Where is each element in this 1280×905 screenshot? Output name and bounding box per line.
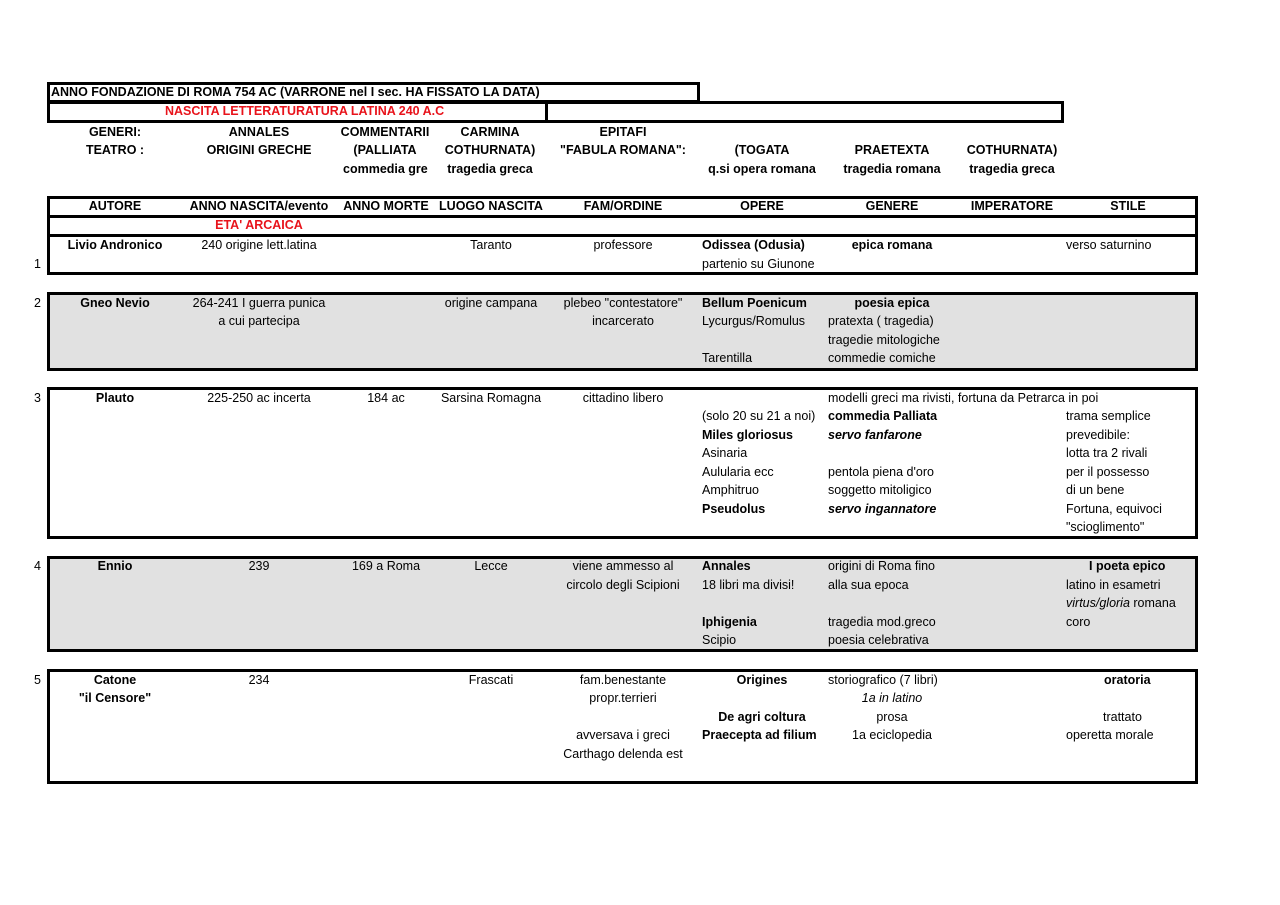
row3-genere-3: pentola piena d'oro — [828, 465, 934, 479]
row4-stile-1: I poeta epico — [1089, 559, 1166, 573]
header-autore: AUTORE — [88, 199, 142, 213]
row5-genere-2: 1a in latino — [861, 691, 923, 705]
row5-opera-1: Origines — [736, 673, 788, 687]
row5-fam-2: propr.terrieri — [589, 691, 657, 705]
row4-stile-2: latino in esametri — [1066, 578, 1161, 592]
row2-nascita-2: a cui partecipa — [218, 314, 300, 328]
row3-stile-4: per il possesso — [1066, 465, 1150, 479]
row3-genere-4: soggetto mitoligico — [828, 483, 932, 497]
row3-luogo: Sarsina Romagna — [440, 391, 542, 405]
row3-opera-4: Aulularia ecc — [702, 465, 774, 479]
row5-luogo: Frascati — [468, 673, 514, 687]
origini-greche-label: ORIGINI GRECHE — [206, 143, 312, 157]
row-number-1: 1 — [34, 257, 41, 271]
palliata-label: (PALLIATA — [353, 143, 417, 157]
row4-luogo: Lecce — [474, 559, 508, 573]
row5-fam-1: fam.benestante — [579, 673, 667, 687]
row4-autore: Ennio — [97, 559, 133, 573]
row-number-3: 3 — [34, 391, 41, 405]
row4-opera-4: Scipio — [702, 633, 737, 647]
annales-label: ANNALES — [228, 125, 290, 139]
row5-opera-3: Praecepta ad filium — [702, 728, 817, 742]
header-luogo-nascita: LUOGO NASCITA — [439, 199, 543, 213]
title-line: ANNO FONDAZIONE DI ROMA 754 AC (VARRONE nel I sec. HA FISSATO LA DATA) — [51, 85, 540, 99]
tragedia-greca-label-1: tragedia greca — [447, 162, 533, 176]
header-fam-ordine: FAM/ORDINE — [583, 199, 663, 213]
row4-fam-2: circolo degli Scipioni — [566, 578, 680, 592]
row1-opera-2: partenio su Giunone — [702, 257, 815, 271]
row2-autore: Gneo Nevio — [80, 296, 150, 310]
fabula-romana-label: "FABULA ROMANA": — [560, 143, 686, 157]
row3-opera-3: Asinaria — [702, 446, 748, 460]
togata-label: (TOGATA — [734, 143, 790, 157]
row3-genere-1: commedia Palliata — [828, 409, 938, 423]
carmina-label: CARMINA — [460, 125, 520, 139]
row5-opera-2: De agri coltura — [718, 710, 806, 724]
row1-fam: professore — [593, 238, 653, 252]
row3-stile-3: lotta tra 2 rivali — [1066, 446, 1148, 460]
commentarii-label: COMMENTARII — [340, 125, 430, 139]
row3-opera-6: Pseudolus — [702, 502, 766, 516]
row2-fam-1: plebeo "contestatore" — [563, 296, 683, 310]
row2-luogo: origine campana — [444, 296, 538, 310]
row5-autore-1: Catone — [93, 673, 137, 687]
row5-autore-2: "il Censore" — [78, 691, 152, 705]
row1-autore: Livio Andronico — [67, 238, 163, 252]
row5-stile-1: oratoria — [1104, 673, 1151, 687]
row-number-5: 5 — [34, 673, 41, 687]
cothurnata-label-2: COTHURNATA) — [966, 143, 1058, 157]
cothurnata-label-1: COTHURNATA) — [444, 143, 536, 157]
row2-genere-4: commedie comiche — [828, 351, 936, 365]
row3-opera-1: (solo 20 su 21 a noi) — [702, 409, 816, 423]
row5-nascita: 234 — [248, 673, 270, 687]
row5-stile-3: operetta morale — [1066, 728, 1154, 742]
row1-luogo: Taranto — [470, 238, 512, 252]
row4-stile-3-rest: romana — [1129, 596, 1176, 610]
row3-box — [47, 387, 1198, 539]
row5-fam-4: Carthago delenda est — [563, 747, 683, 761]
teatro-label: TEATRO : — [85, 143, 145, 157]
row3-opera-5: Amphitruo — [702, 483, 759, 497]
row1-opera-1: Odissea (Odusia) — [702, 238, 805, 252]
row4-genere-3: tragedia mod.greco — [828, 615, 936, 629]
row3-stile-6: Fortuna, equivoci — [1066, 502, 1162, 516]
row1-genere: epica romana — [851, 238, 933, 252]
row3-stile-1: trama semplice — [1066, 409, 1151, 423]
row4-stile-4: coro — [1066, 615, 1091, 629]
row1-nascita: 240 origine lett.latina — [201, 238, 317, 252]
header-anno-morte: ANNO MORTE — [343, 199, 429, 213]
row-number-4: 4 — [34, 559, 41, 573]
row5-stile-2: trattato — [1103, 710, 1142, 724]
row2-genere-2: pratexta ( tragedia) — [828, 314, 934, 328]
commedia-greca-label: commedia gre — [343, 162, 428, 176]
opera-romana-label: q.si opera romana — [708, 162, 816, 176]
row5-genere-3: prosa — [876, 710, 908, 724]
header-opere: OPERE — [740, 199, 784, 213]
row3-autore: Plauto — [95, 391, 135, 405]
eta-arcaica-label: ETA' ARCAICA — [215, 218, 303, 232]
row3-stile-7: "scioglimento" — [1066, 520, 1145, 534]
header-stile: STILE — [1110, 199, 1146, 213]
row2-opera-2: Lycurgus/Romulus — [702, 314, 806, 328]
row4-fam-1: viene ammesso al — [572, 559, 674, 573]
row4-genere-2: alla sua epoca — [828, 578, 909, 592]
row3-opera-2: Miles gloriosus — [702, 428, 793, 442]
row2-opera-1: Bellum Poenicum — [702, 296, 807, 310]
row-number-2: 2 — [34, 296, 41, 310]
tragedia-romana-label: tragedia romana — [843, 162, 941, 176]
epitafi-label: EPITAFI — [599, 125, 647, 139]
row2-genere-1: poesia epica — [854, 296, 930, 310]
tragedia-greca-label-2: tragedia greca — [969, 162, 1055, 176]
row2-genere-3: tragedie mitologiche — [828, 333, 940, 347]
row3-stile-2: prevedibile: — [1066, 428, 1130, 442]
row2-nascita-1: 264-241 I guerra punica — [192, 296, 326, 310]
row4-opera-2: 18 libri ma divisi! — [702, 578, 795, 592]
row4-opera-1: Annales — [702, 559, 751, 573]
header-imperatore: IMPERATORE — [970, 199, 1054, 213]
row4-genere-4: poesia celebrativa — [828, 633, 929, 647]
subtitle-divider — [545, 101, 548, 123]
row3-genere-2: servo fanfarone — [828, 428, 922, 442]
row3-genere-top: modelli greci ma rivisti, fortuna da Petrarca in poi — [828, 391, 1099, 405]
row5-genere-1: storiografico (7 libri) — [828, 673, 938, 687]
row3-genere-5: servo ingannatore — [828, 502, 937, 516]
row3-morte: 184 ac — [367, 391, 405, 405]
generi-label: GENERI: — [88, 125, 142, 139]
row1-stile: verso saturnino — [1066, 238, 1152, 252]
subtitle-line: NASCITA LETTERATURATURA LATINA 240 A.C — [165, 104, 445, 118]
row3-fam: cittadino libero — [582, 391, 664, 405]
row2-opera-3: Tarentilla — [702, 351, 753, 365]
row2-fam-2: incarcerato — [592, 314, 654, 328]
row4-stile-3-italic: virtus/gloria — [1066, 596, 1130, 610]
row4-opera-3: Iphigenia — [702, 615, 757, 629]
row5-fam-3: avversava i greci — [576, 728, 670, 742]
row4-genere-1: origini di Roma fino — [828, 559, 935, 573]
row5-genere-4: 1a eciclopedia — [852, 728, 932, 742]
row4-nascita: 239 — [248, 559, 270, 573]
row4-morte: 169 a Roma — [351, 559, 421, 573]
header-anno-nascita: ANNO NASCITA/evento — [189, 199, 329, 213]
row4-stile-3 — [1066, 594, 1176, 612]
row3-stile-5: di un bene — [1066, 483, 1125, 497]
row3-nascita: 225-250 ac incerta — [207, 391, 311, 405]
praetexta-label: PRAETEXTA — [854, 143, 930, 157]
header-genere: GENERE — [865, 199, 919, 213]
